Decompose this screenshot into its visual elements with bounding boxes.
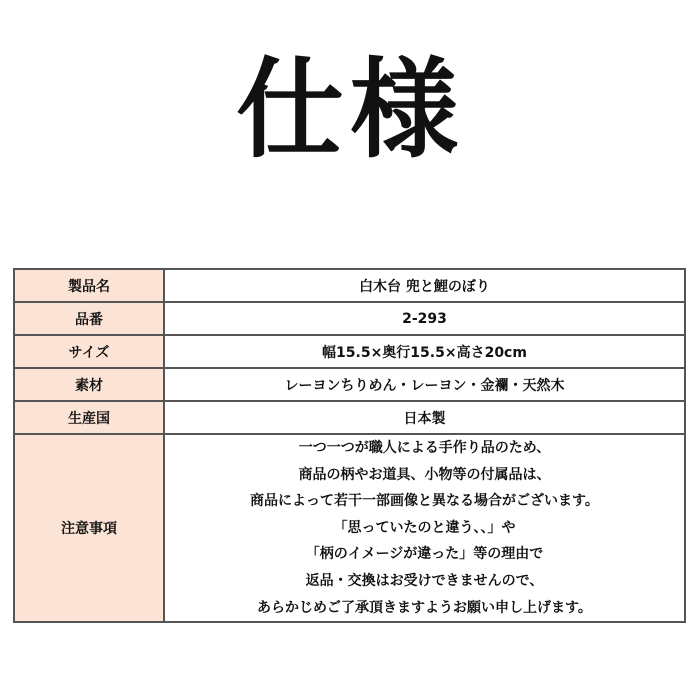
notes-line: 返品・交換はお受けできませんので、 (305, 572, 544, 589)
row-value-material: レーヨンちりめん・レーヨン・金襴・天然木 (164, 368, 685, 401)
table-row (14, 335, 685, 368)
table-row-notes (14, 434, 685, 622)
notes-line: 「思っていたのと違う、、」や (333, 519, 516, 536)
spec-table (13, 268, 686, 623)
notes-line: 商品によって若干一部画像と異なる場合がございます。 (250, 493, 599, 510)
row-label-product-name: 製品名 (14, 269, 164, 302)
table-row (14, 368, 685, 401)
row-value-country: 日本製 (164, 401, 685, 434)
table-row (14, 302, 685, 335)
notes-line: 「柄のイメージが違った」等の理由で (305, 546, 544, 563)
row-label-size: サイズ (14, 335, 164, 368)
page-title: 仕様 (235, 48, 464, 173)
row-value-item-number: 2-293 (164, 302, 685, 335)
row-label-material: 素材 (14, 368, 164, 401)
row-value-size: 幅15.5×奥行15.5×高さ20cm (164, 335, 685, 368)
row-label-item-number: 品番 (14, 302, 164, 335)
table-row (14, 401, 685, 434)
notes-line: あらかじめご了承頂きますようお願い申し上げます。 (257, 599, 592, 616)
notes-line: 一つ一つが職人による手作り品のため、 (298, 440, 551, 456)
row-label-country: 生産国 (14, 401, 164, 434)
row-value-product-name: 白木台 兜と鯉のぼり (164, 269, 685, 302)
row-label-notes: 注意事項 (14, 434, 164, 622)
row-value-notes (164, 434, 685, 622)
notes-line: 商品の柄やお道具、小物等の付属品は、 (298, 466, 551, 483)
table-row (14, 269, 685, 302)
